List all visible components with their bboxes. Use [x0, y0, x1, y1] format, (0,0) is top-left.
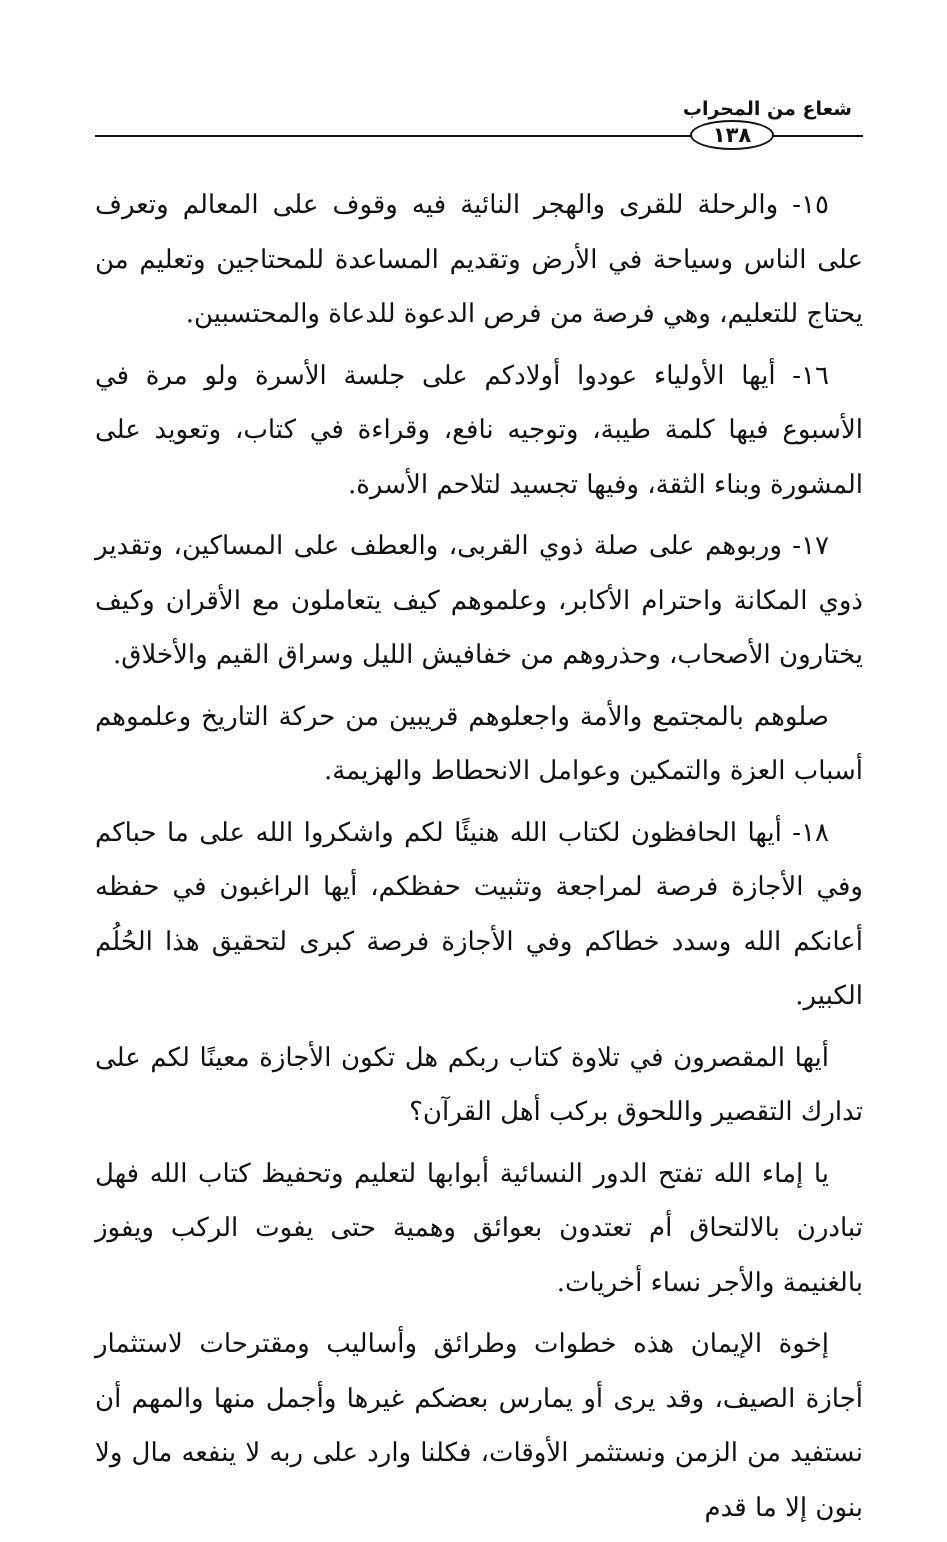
paragraph-item-16: ١٦- أيها الأولياء عودوا أولادكم على جلسة الأسرة ولو مرة في الأسبوع فيها كلمة طيبة، وتوجيه نافع، وقراءة في كتاب، وتعويد على المشورة وبناء الثقة، وفيها تجسيد لتلاحم الأسرة. — [95, 360, 863, 500]
page-number: ١٣٨ — [690, 120, 774, 150]
paragraph-item-15: ١٥- والرحلة للقرى والهجر النائية فيه وقوف على المعالم وتعرف على الناس وسياحة في الأرض وتقديم المساعدة للمحتاجين وتعليم من يحتاج للتعليم، وهي فرصة من فرص الدعوة للدعاة والمحتسبين. — [95, 190, 863, 329]
paragraph-item-18: ١٨- أيها الحافظون لكتاب الله هنيئًا لكم واشكروا الله على ما حباكم وفي الأجازة فرصة لمراجعة وتثبيت حفظكم، أيها الراغبون في حفظه أعانكم الله وسدد خطاكم وفي الأجازة فرصة كبرى لتحقيق هذا الحُلُم الكبير. — [95, 817, 863, 1011]
paragraph-women: يا إماء الله تفتح الدور النسائية أبوابها لتعليم وتحفيظ كتاب الله فهل تبادرن بالالتحاق أم تعتدون بعوائق وهمية حتى يفوت الركب ويفوز بالغنيمة والأجر نساء أخريات. — [95, 1158, 863, 1298]
paragraph-brothers: إخوة الإيمان هذه خطوات وطرائق وأساليب ومقترحات لاستثمار أجازة الصيف، وقد يرى أو يمارس بعضكم غيرها وأجمل منها والمهم أن نستفيد من الزمن ونستثمر الأوقات، فكلنا وارد على ربه لا ينفعه مال ولا بنون إلا ما قدم — [95, 1329, 863, 1523]
paragraph-society: صلوهم بالمجتمع والأمة واجعلوهم قريبين من حركة التاريخ وعلموهم أسباب العزة والتمكين وعوامل الانحطاط والهزيمة. — [95, 701, 863, 786]
paragraph-negligent: أيها المقصرون في تلاوة كتاب ربكم هل تكون الأجازة معينًا لكم على تدارك التقصير واللحوق بركب أهل القرآن؟ — [95, 1042, 863, 1127]
running-title: شعاع من المحراب — [682, 98, 852, 120]
page-body — [95, 178, 863, 1542]
paragraph-item-17: ١٧- وربوهم على صلة ذوي القربى، والعطف على المساكين، وتقدير ذوي المكانة واحترام الأكابر، وعلموهم كيف يتعاملون مع الأقران وكيف يختارون الأصحاب، وحذروهم من خفافيش الليل وسراق القيم والأخلاق. — [95, 531, 863, 670]
